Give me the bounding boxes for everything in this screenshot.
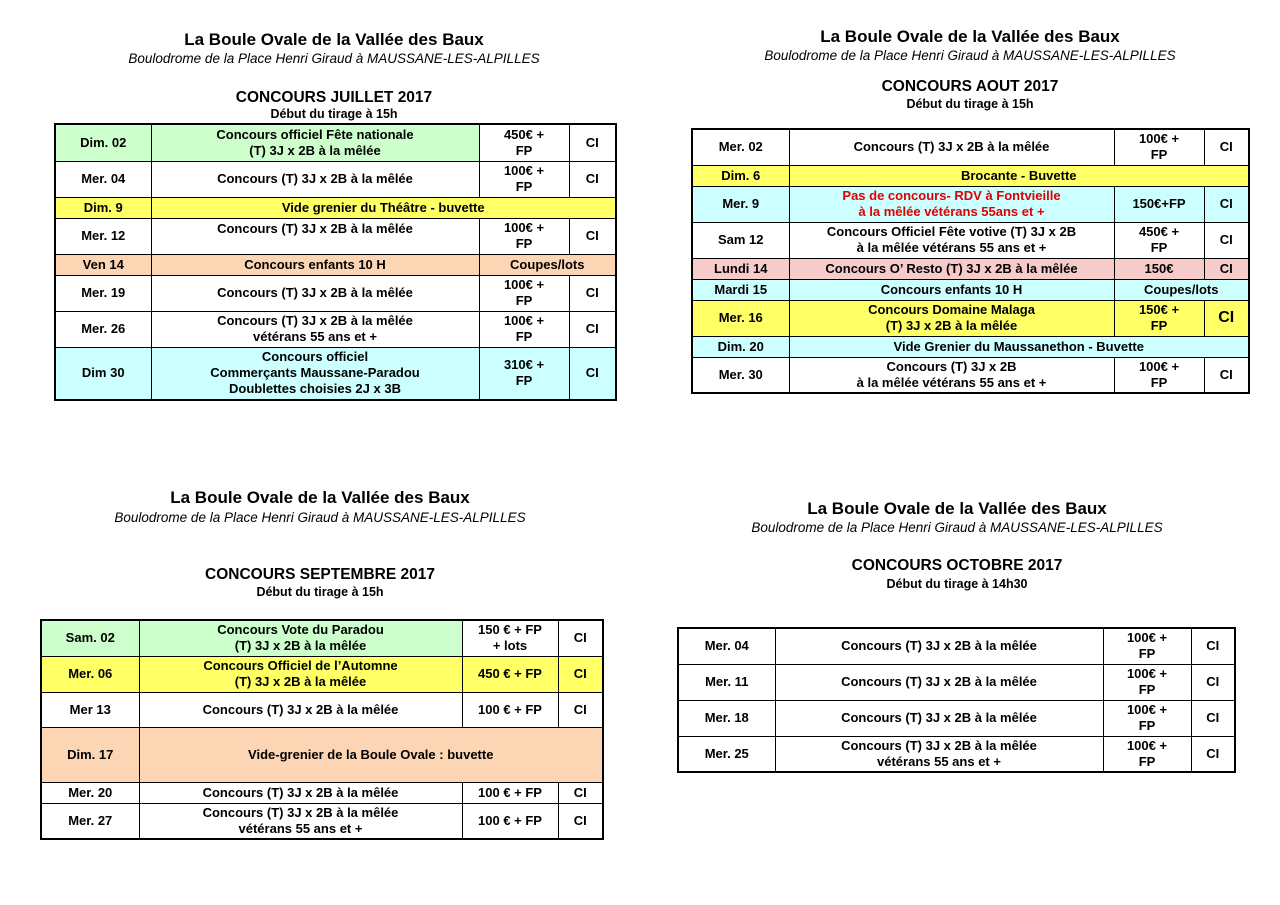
schedule-table [54,123,617,401]
table-row [678,664,1235,700]
draw-time: Début du tirage à 15h [906,97,1034,111]
prize-cell: 100 € + FP [462,803,558,839]
table-row [41,620,603,656]
table-row [41,803,603,839]
category-cell: CI [569,311,616,347]
event-cell: Vide Grenier du Maussanethon - Buvette [789,336,1249,357]
club-title: La Boule Ovale de la Vallée des Baux [184,30,484,49]
date-cell: Mer. 06 [41,656,139,692]
category-cell: CI [569,347,616,400]
draw-time: Début du tirage à 14h30 [886,577,1028,591]
event-cell: Concours (T) 3J x 2B à la mêlée [775,628,1103,664]
category-cell: CI [1191,700,1235,736]
event-cell: Concours (T) 3J x 2B à la mêlée vétérans 55 ans et + [151,311,479,347]
date-cell: Ven 14 [55,254,151,275]
prize-cell: 310€ + FP [479,347,569,400]
event-cell: Concours (T) 3J x 2B à la mêlée [151,275,479,311]
date-cell: Mer. 02 [692,129,789,165]
table-row [41,692,603,727]
date-cell: Mer. 16 [692,300,789,336]
month-title: CONCOURS SEPTEMBRE 2017 [205,566,435,583]
schedule-table [691,128,1250,394]
table-row [55,218,616,254]
prize-cell: Coupes/lots [1114,279,1249,300]
table-row [41,782,603,803]
table-row [692,336,1249,357]
event-cell: Concours O’ Resto (T) 3J x 2B à la mêlée [789,258,1114,279]
category-cell: CI [558,656,603,692]
event-cell: Concours (T) 3J x 2B à la mêlée [139,782,462,803]
table-row [55,197,616,218]
club-title: La Boule Ovale de la Vallée des Baux [820,27,1120,46]
prize-cell: 100€ + FP [1114,357,1204,393]
date-cell: Mer. 27 [41,803,139,839]
category-cell: CI [1204,258,1249,279]
date-cell: Mer. 18 [678,700,775,736]
event-cell: Brocante - Buvette [789,165,1249,186]
table-row [678,736,1235,772]
venue-subtitle: Boulodrome de la Place Henri Giraud à MAUSSANE-LES-ALPILLES [764,48,1176,63]
table-row [678,700,1235,736]
prize-cell: 100€ + FP [479,218,569,254]
table-row [55,347,616,400]
category-cell: CI [569,161,616,197]
category-cell: CI [1204,129,1249,165]
prize-cell: 100€ + FP [479,311,569,347]
event-cell: Concours (T) 3J x 2B à la mêlée [789,129,1114,165]
table-row [692,279,1249,300]
category-cell: CI [1191,736,1235,772]
date-cell: Mer. 19 [55,275,151,311]
event-cell: Concours Vote du Paradou (T) 3J x 2B à la mêlée [139,620,462,656]
event-cell: Concours (T) 3J x 2B à la mêlée [151,218,479,254]
category-cell: CI [558,620,603,656]
category-cell: CI [1204,222,1249,258]
prize-cell: 100€ + FP [1103,628,1191,664]
venue-subtitle: Boulodrome de la Place Henri Giraud à MAUSSANE-LES-ALPILLES [128,51,540,66]
date-cell: Mardi 15 [692,279,789,300]
date-cell: Dim. 02 [55,124,151,161]
date-cell: Mer. 11 [678,664,775,700]
category-cell: CI [1204,186,1249,222]
venue-subtitle: Boulodrome de la Place Henri Giraud à MAUSSANE-LES-ALPILLES [751,520,1163,535]
event-cell: Concours Officiel Fête votive (T) 3J x 2B à la mêlée vétérans 55 ans et + [789,222,1114,258]
prize-cell: 100€ + FP [479,161,569,197]
table-row [692,357,1249,393]
prize-cell: 100 € + FP [462,692,558,727]
table-row [55,124,616,161]
date-cell: Dim. 17 [41,727,139,782]
table-row [55,254,616,275]
prize-cell: 100€ + FP [479,275,569,311]
prize-cell: 450 € + FP [462,656,558,692]
category-cell: CI [1191,628,1235,664]
prize-cell: 100€ + FP [1103,700,1191,736]
month-title: CONCOURS JUILLET 2017 [235,89,433,106]
prize-cell: 150€ + FP [1114,300,1204,336]
date-cell: Dim. 20 [692,336,789,357]
draw-time: Début du tirage à 15h [256,585,384,599]
table-row [692,129,1249,165]
date-cell: Dim. 9 [55,197,151,218]
date-cell: Mer. 20 [41,782,139,803]
event-cell: Concours (T) 3J x 2B à la mêlée [775,664,1103,700]
event-cell: Concours (T) 3J x 2B à la mêlée [775,700,1103,736]
category-cell: CI [1204,300,1249,336]
prize-cell: 150€+FP [1114,186,1204,222]
table-row [55,311,616,347]
event-cell: Concours Domaine Malaga (T) 3J x 2B à la mêlée [789,300,1114,336]
prize-cell: 100€ + FP [1114,129,1204,165]
event-cell: Concours Officiel de l’Automne (T) 3J x 2B à la mêlée [139,656,462,692]
prize-cell: 100€ + FP [1103,664,1191,700]
date-cell: Mer 13 [41,692,139,727]
event-cell: Concours officiel Commerçants Maussane-Paradou Doublettes choisies 2J x 3B [151,347,479,400]
table-row [692,300,1249,336]
event-cell: Concours enfants 10 H [151,254,479,275]
prize-cell: 450€ + FP [1114,222,1204,258]
event-cell: Concours enfants 10 H [789,279,1114,300]
event-cell: Vide-grenier de la Boule Ovale : buvette [139,727,603,782]
date-cell: Sam 12 [692,222,789,258]
date-cell: Mer. 04 [678,628,775,664]
schedule-table [40,619,604,840]
date-cell: Dim 30 [55,347,151,400]
table-row [41,727,603,782]
club-title: La Boule Ovale de la Vallée des Baux [170,488,470,507]
table-row [55,275,616,311]
event-cell: Concours (T) 3J x 2B à la mêlée [151,161,479,197]
prize-cell: 150€ [1114,258,1204,279]
table-row [692,186,1249,222]
category-cell: CI [569,124,616,161]
date-cell: Mer. 26 [55,311,151,347]
table-row [692,258,1249,279]
table-row [41,656,603,692]
table-row [692,165,1249,186]
prize-cell: 100 € + FP [462,782,558,803]
date-cell: Mer. 30 [692,357,789,393]
event-cell: Vide grenier du Théâtre - buvette [151,197,616,218]
event-cell: Concours (T) 3J x 2B à la mêlée [139,692,462,727]
category-cell: CI [558,803,603,839]
date-cell: Mer. 12 [55,218,151,254]
date-cell: Dim. 6 [692,165,789,186]
schedule-table [677,627,1236,773]
event-cell: Concours officiel Fête nationale (T) 3J x 2B à la mêlée [151,124,479,161]
prize-cell: 100€ + FP [1103,736,1191,772]
date-cell: Lundi 14 [692,258,789,279]
draw-time: Début du tirage à 15h [270,107,398,121]
category-cell: CI [569,275,616,311]
date-cell: Mer. 04 [55,161,151,197]
venue-subtitle: Boulodrome de la Place Henri Giraud à MAUSSANE-LES-ALPILLES [114,510,526,525]
category-cell: CI [1204,357,1249,393]
date-cell: Mer. 9 [692,186,789,222]
category-cell: CI [1191,664,1235,700]
category-cell: CI [558,692,603,727]
prize-cell: 450€ + FP [479,124,569,161]
date-cell: Mer. 25 [678,736,775,772]
table-row [692,222,1249,258]
event-cell: Pas de concours- RDV à Fontvieille à la mêlée vétérans 55ans et + [789,186,1114,222]
event-cell: Concours (T) 3J x 2B à la mêlée vétérans 55 ans et + [775,736,1103,772]
table-row [678,628,1235,664]
category-cell: CI [558,782,603,803]
category-cell: CI [569,218,616,254]
month-title: CONCOURS AOUT 2017 [881,78,1059,95]
month-title: CONCOURS OCTOBRE 2017 [851,557,1063,574]
event-cell: Concours (T) 3J x 2B à la mêlée vétérans 55 ans et + [139,803,462,839]
date-cell: Sam. 02 [41,620,139,656]
prize-cell: 150 € + FP + lots [462,620,558,656]
table-row [55,161,616,197]
event-cell: Concours (T) 3J x 2B à la mêlée vétérans 55 ans et + [789,357,1114,393]
club-title: La Boule Ovale de la Vallée des Baux [807,499,1107,518]
prize-cell: Coupes/lots [479,254,616,275]
